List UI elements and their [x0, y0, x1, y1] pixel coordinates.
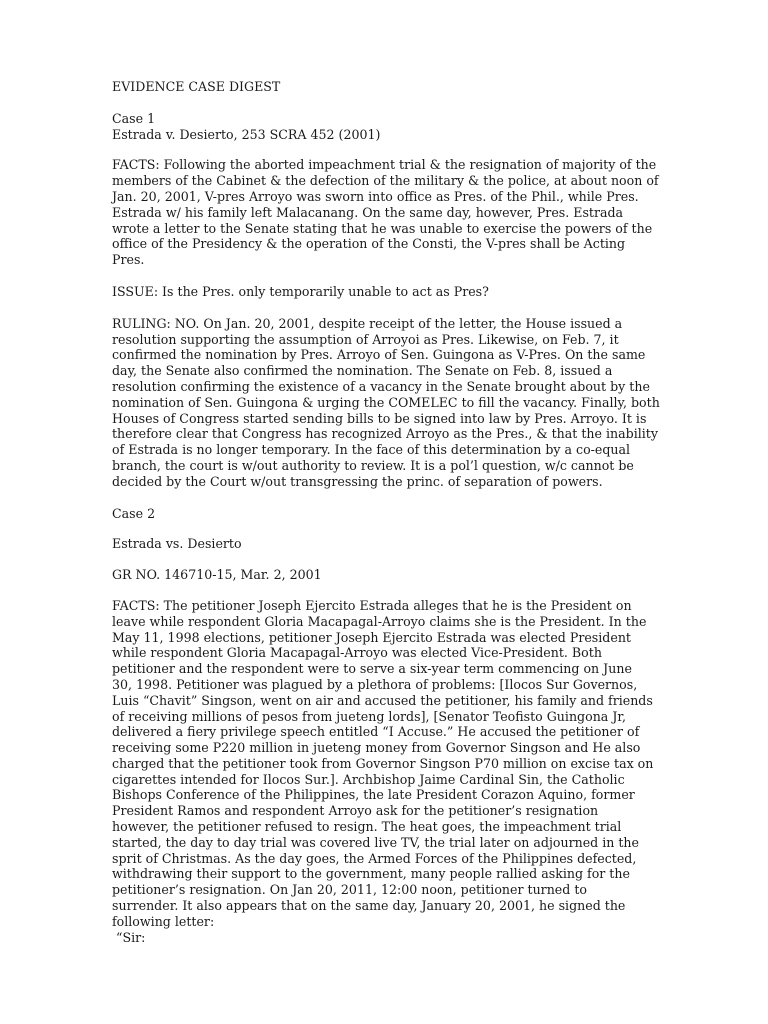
case2-facts-line: receiving some P220 million in jueteng money from Governor Singson and He also — [112, 740, 641, 756]
case1-ruling-line: day, the Senate also confirmed the nomination. The Senate on Feb. 8, issued a — [112, 363, 613, 379]
document-title: EVIDENCE CASE DIGEST — [112, 79, 281, 94]
case1-ruling-line: confirmed the nomination by Pres. Arroyo of Sen. Guingona as V-Pres. On the same — [112, 347, 646, 363]
case2-facts-line: Luis “Chavit” Singson, went on air and accused the petitioner, his family and friends — [112, 692, 653, 708]
case1-facts-line: Estrada w/ his family left Malacanang. On the same day, however, Pres. Estrada — [112, 204, 624, 220]
case1-ruling-line: resolution supporting the assumption of Arroyoi as Pres. Likewise, on Feb. 7, it — [112, 331, 619, 347]
case1-facts — [112, 157, 688, 268]
case2-facts-line: Bishops Conference of the Philippines, the late President Corazon Aquino, former — [112, 787, 635, 803]
case1-ruling-line: nomination of Sen. Guingona & urging the COMELEC to fill the vacancy. Finally, both — [112, 394, 660, 410]
case1-citation: Estrada v. Desierto, 253 SCRA 452 (2001) — [112, 126, 381, 142]
case1-ruling-line: therefore clear that Congress has recognized Arroyo as the Pres., & that the inability — [112, 426, 658, 442]
case2-facts-line: 30, 1998. Petitioner was plagued by a plethora of problems: [Ilocos Sur Governos, — [112, 676, 638, 692]
case2-facts-line: delivered a fiery privilege speech entitled “I Accuse.” He accused the petitioner of — [112, 724, 640, 740]
case1-facts-line: members of the Cabinet & the defection of the military & the police, at about noon of — [112, 173, 659, 189]
case2-facts-line: leave while respondent Gloria Macapagal-Arroyo claims she is the President. In the — [112, 613, 647, 629]
case2-letter-salutation: “Sir: — [116, 929, 146, 945]
case2-heading: Case 2 — [112, 505, 156, 521]
case1-heading: Case 1 — [112, 110, 156, 126]
case2-facts-line: started, the day to day trial was covered live TV, the trial later on adjourned in the — [112, 834, 639, 850]
case2-facts-line: May 11, 1998 elections, petitioner Joseph Ejercito Estrada was elected President — [112, 629, 631, 645]
case2-facts-line: petitioner and the respondent were to serve a six-year term commencing on June — [112, 661, 632, 677]
case2-facts-line: withdrawing their support to the government, many people rallied asking for the — [112, 866, 630, 882]
case2-facts-line: petitioner’s resignation. On Jan 20, 2011, 12:00 noon, petitioner turned to — [112, 882, 587, 898]
case1-issue-line: ISSUE: Is the Pres. only temporarily unable to act as Pres? — [112, 283, 489, 299]
case1-ruling-line: decided by the Court w/out transgressing the princ. of separation of powers. — [112, 473, 603, 489]
case2-facts — [112, 598, 688, 930]
case2-facts-line: surrender. It also appears that on the same day, January 20, 2001, he signed the — [112, 898, 626, 914]
case1-ruling-line: of Estrada is no longer temporary. In the face of this determination by a co-equal — [112, 442, 631, 458]
case2-facts-line: President Ramos and respondent Arroyo ask for the petitioner’s resignation — [112, 803, 599, 819]
case2-gr-number: GR NO. 146710-15, Mar. 2, 2001 — [112, 567, 322, 583]
case1-ruling-line: Houses of Congress started sending bills to be signed into law by Pres. Arroyo. It is — [112, 410, 647, 426]
case2-facts-line: sprit of Christmas. As the day goes, the Armed Forces of the Philippines defected, — [112, 850, 637, 866]
case1-facts-line: office of the Presidency & the operation of the Consti, the V-pres shall be Acting — [112, 236, 626, 252]
case2-facts-line: of receiving millions of pesos from jueteng lords], [Senator Teofisto Guingona Jr, — [112, 708, 627, 724]
case2-facts-line: charged that the petitioner took from Governor Singson P70 million on excise tax on — [112, 755, 654, 771]
case1-ruling-line: resolution confirming the existence of a vacancy in the Senate brought about by the — [112, 378, 650, 394]
case2-facts-line: FACTS: The petitioner Joseph Ejercito Estrada alleges that he is the President on — [112, 597, 632, 613]
case1-ruling — [112, 316, 688, 490]
case1-ruling-line: RULING: NO. On Jan. 20, 2001, despite receipt of the letter, the House issued a — [112, 315, 623, 331]
case2-facts-line: while respondent Gloria Macapagal-Arroyo was elected Vice-President. Both — [112, 645, 602, 661]
case1-facts-line: wrote a letter to the Senate stating that he was unable to exercise the powers of the — [112, 220, 653, 236]
case2-facts-line: cigarettes intended for Ilocos Sur.]. Archbishop Jaime Cardinal Sin, the Catholic — [112, 771, 625, 787]
case2-citation: Estrada vs. Desierto — [112, 536, 242, 552]
case1-facts-line: FACTS: Following the aborted impeachment trial & the resignation of majority of the — [112, 157, 657, 173]
case1-facts-line: Jan. 20, 2001, V-pres Arroyo was sworn into office as Pres. of the Phil., while Pres. — [112, 188, 639, 204]
case2-facts-line: following letter: — [112, 913, 215, 929]
case1-ruling-line: branch, the court is w/out authority to review. It is a pol’l question, w/c cannot be — [112, 457, 634, 473]
case1-facts-line: Pres. — [112, 252, 145, 268]
case1-issue — [112, 284, 688, 300]
case2-facts-line: however, the petitioner refused to resign. The heat goes, the impeachment trial — [112, 819, 622, 835]
